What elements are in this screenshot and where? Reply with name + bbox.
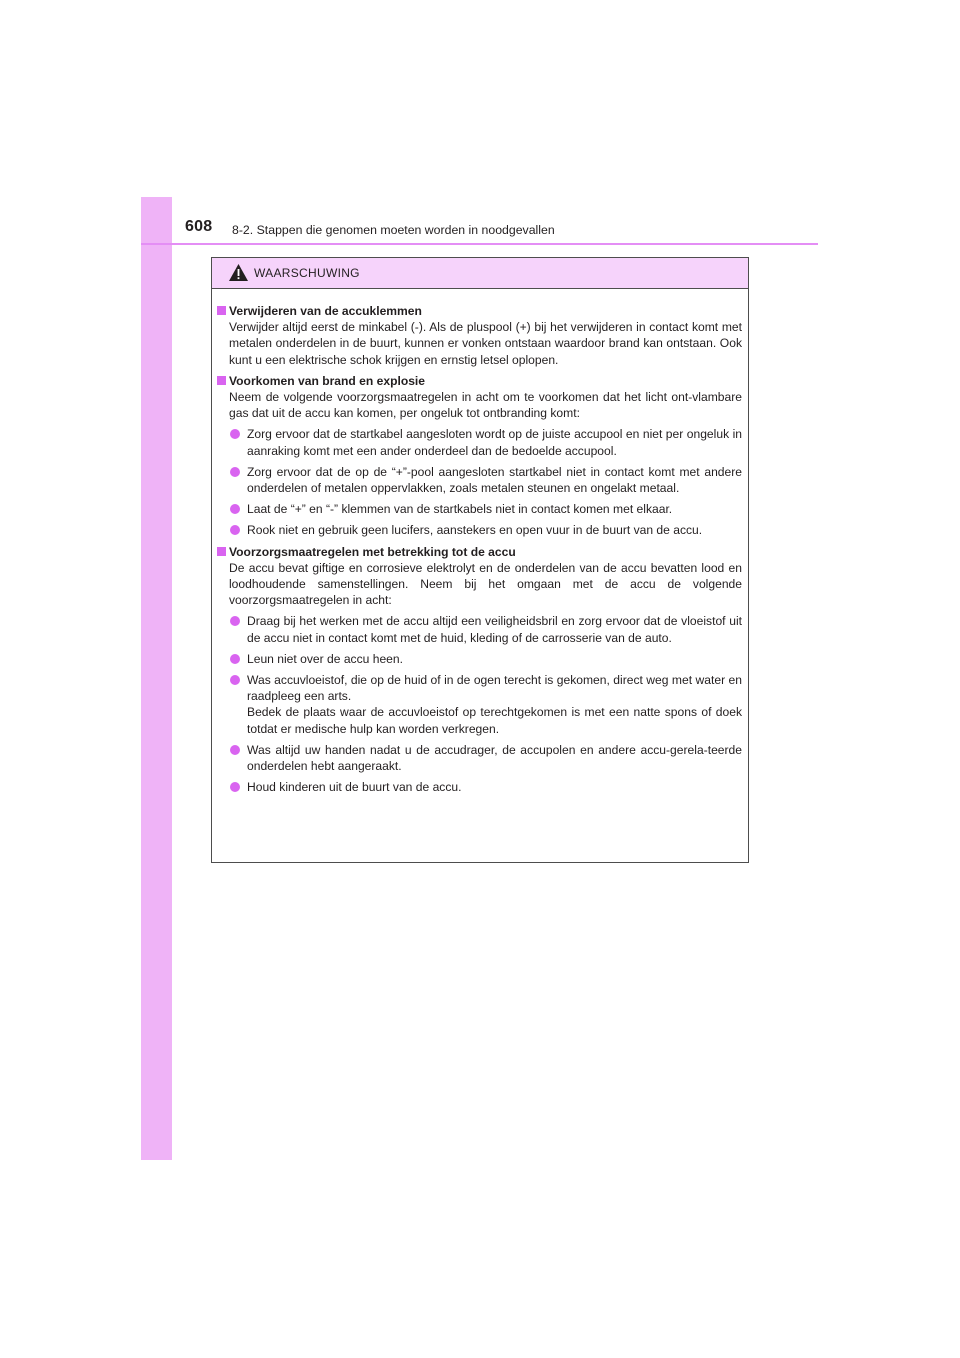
circle-bullet-icon [230,782,240,792]
section-heading [217,544,742,560]
list-item-text: Was altijd uw handen nadat u de accudrager, de accupolen en andere accu-gerela-teerde onderdelen hebt aangeraakt. [247,742,742,774]
warning-box [211,257,749,863]
list-item-text: Was accuvloeistof, die op de huid of in de ogen terecht is gekomen, direct weg met water en raadpleeg een arts. [247,673,742,704]
header-band-strip [141,197,172,244]
warning-triangle-icon [228,263,249,282]
warning-header [212,258,748,289]
warning-body [212,289,748,795]
section-title: 8-2. Stappen die genomen moeten worden in noodgevallen [232,223,555,237]
list-item [217,464,742,496]
list-item-text: Rook niet en gebruik geen lucifers, aanstekers en open vuur in de buurt van de accu. [247,523,703,538]
section-heading-text: Voorzorgsmaatregelen met betrekking tot de accu [229,544,516,559]
list-item-text: Laat de “+” en “-” klemmen van de startkabels niet in contact komen met elkaar. [247,502,673,517]
list-item-text: Houd kinderen uit de buurt van de accu. [247,780,462,795]
warning-title: WAARSCHUWING [254,266,360,280]
circle-bullet-icon [230,467,240,477]
circle-bullet-icon [230,429,240,439]
list-item-text: Draag bij het werken met de accu altijd een veiligheidsbril en zorg ervoor dat de vloeistof uit de accu niet in contact komt met de huid, kleding of de carrosserie van de auto. [247,614,742,645]
section-heading-text: Verwijderen van de accuklemmen [229,304,422,318]
list-item [217,651,742,667]
section-heading-text: Voorkomen van brand en explosie [229,373,426,388]
square-bullet-icon [217,547,226,556]
section-paragraph: Verwijder altijd eerst de minkabel (-). Als de pluspool (+) bij het verwijderen in contact komt met metalen onderdelen in de buurt, kunnen er vonken ontstaan waardoor brand kan ontstaan. Ook kunt u een elektrische schok krijgen en ernstig letsel oplopen. [229,320,742,367]
section-heading [217,373,742,389]
list-item [217,779,742,795]
list-item [217,613,742,645]
page-number: 608 [185,218,213,235]
circle-bullet-icon [230,654,240,664]
list-item [217,426,742,458]
list-item-extra-text: Bedek de plaats waar de accuvloeistof op terechtgekomen is met een natte spons of doek totdat er medische hulp kan worden verkregen. [247,705,742,736]
list-item-text: Zorg ervoor dat de startkabel aangesloten wordt op de juiste accupool en niet per ongeluk in aanraking komt met een ander onderdeel dan de bedoelde accupool. [247,427,742,458]
square-bullet-icon [217,306,226,315]
list-item-text: Leun niet over de accu heen. [247,651,403,666]
circle-bullet-icon [230,525,240,535]
section-paragraph: De accu bevat giftige en corrosieve elektrolyt en de onderdelen van de accu bevatten lood en loodhoudende samenstellingen. Neem bij het omgaan met de accu de volgende voorzorgsmaatregelen in acht: [229,560,742,608]
list-item [217,672,742,737]
circle-bullet-icon [230,745,240,755]
list-item [217,742,742,774]
section-heading [217,303,742,319]
square-bullet-icon [217,376,226,385]
section-paragraph: Neem de volgende voorzorgsmaatregelen in acht om te voorkomen dat het licht ont-vlambare gas dat uit de accu kan komen, per ongeluk tot ontbranding komt: [229,390,742,421]
circle-bullet-icon [230,675,240,685]
list-item [217,501,742,517]
list-item [217,522,742,538]
circle-bullet-icon [230,504,240,514]
list-item-text: Zorg ervoor dat de op de “+”-pool aangesloten startkabel niet in contact komt met andere onderdelen of metalen oppervlakken, zoals metalen steunen en ongelakt metaal. [247,464,742,496]
header-rule [141,243,818,245]
circle-bullet-icon [230,616,240,626]
side-color-band [141,197,172,1160]
